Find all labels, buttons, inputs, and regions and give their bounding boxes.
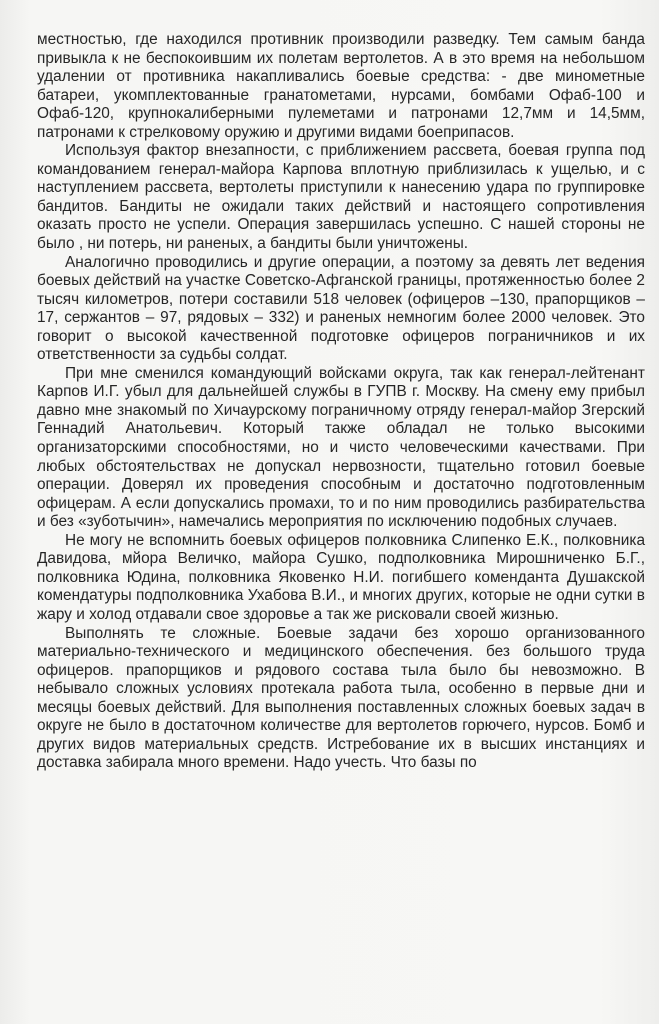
paragraph-logistics: Выполнять те сложные. Боевые задачи без хорошо организованного материально-технического и медицинского обеспечения. без большого труда офицеров. прапорщиков и рядового состава тыла было бы невозможно. В небывало сложных условиях протекала работа тыла, особенно в первые дни и месяцы боевых действий. Для выполнения поставленных сложных боевых задач в округе не было в достаточном количестве для вертолетов горючего, нурсов. Бомб и других видов материальных средств. Истребование их в высших инстанциях и доставка забирала много времени. Надо учесть. Что базы по <box>37 624 645 772</box>
paragraph-losses-statistics: Аналогично проводились и другие операции, а поэтому за девять лет ведения боевых действий на участке Советско-Афганской границы, протяженностью более 2 тысяч километров, потери составили 518 человек (офицеров –130, прапорщиков – 17, сержантов – 97, рядовых – 332) и раненых немногим более 2000 человек. Это говорит о высокой качественной подготовке офицеров пограничников и их ответственности за судьбы солдат. <box>37 253 645 364</box>
paragraph-new-commander: При мне сменился командующий войсками округа, так как генерал-лейтенант Карпов И.Г. убыл для дальнейшей службы в ГУПВ г. Москву. На смену ему прибыл давно мне знакомый по Хичаурскому пограничному отряду генерал-майор Згерский Геннадий Анатольевич. Который также обладал не только высокими организаторскими способностями, но и чисто человеческими качествами. При любых обстоятельствах не допускал нервозности, тщательно готовил боевые операции. Доверял их проведения способным и достаточно подготовленным офицерам. А если допускались промахи, то и по ним проводились разбирательства и без «зуботычин», намечались мероприятия по исключению подобных случаев. <box>37 364 645 531</box>
paragraph-officers-remembered: Не могу не вспомнить боевых офицеров полковника Слипенко Е.К., полковника Давидова, мйора Величко, майора Сушко, подполковника Мирошниченко Б.Г., полковника Юдина, полковника Яковенко Н.И. погибшего коменданта Душакской комендатуры подполковника Ухабова В.И., и многих других, которые не одни сутки в жару и холод отдавали свое здоровье а так же рисковали своей жизнью. <box>37 531 645 623</box>
paragraph-reconnaissance: местностью, где находился противник производили разведку. Тем самым банда привыкла к не беспокоившим их полетам вертолетов. А в это время на небольшом удалении от противника накапливались боевые средства: - две минометные батареи, укомплектованные гранатометами, нурсами, бомбами Офаб-100 и Офаб-120, крупнокалиберными пулеметами и патронами 12,7мм и 14,5мм, патронами к стрелковому оружию и другими видами боеприпасов. <box>37 31 645 141</box>
document-body <box>37 31 645 773</box>
paragraph-surprise-attack: Используя фактор внезапности, с приближением рассвета, боевая группа под командованием генерал-майора Карпова вплотную приблизилась к ущелью, и с наступлением рассвета, вертолеты приступили к нанесению удара по группировке бандитов. Бандиты не ожидали таких действий и настоящего сопротивления оказать просто не успели. Операция завершилась успешно. С нашей стороны не было , ни потерь, ни раненых, а бандиты были уничтожены. <box>37 142 645 253</box>
